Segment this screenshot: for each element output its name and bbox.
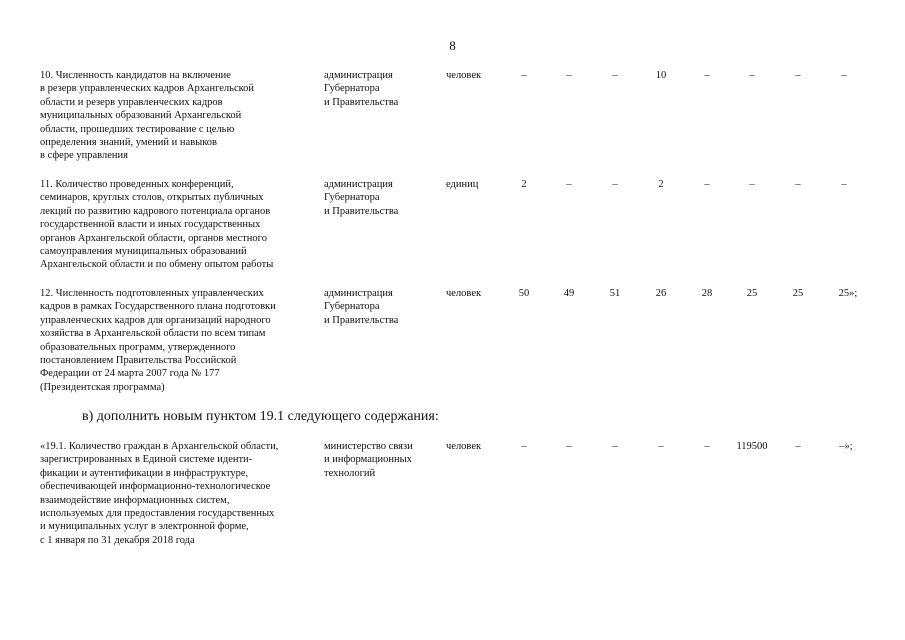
value-cell: –: [704, 179, 710, 190]
value-cell: –: [521, 70, 527, 81]
executor: администрация Губернатора и Правительства: [324, 288, 399, 326]
value-cell: –: [704, 441, 710, 452]
value-cell: 25: [746, 288, 758, 299]
value-cell: –: [795, 179, 801, 190]
value-cell: 25: [792, 288, 804, 299]
unit: человек: [446, 288, 482, 299]
value-cell: –»;: [839, 441, 853, 452]
value-cell: 49: [563, 288, 575, 299]
value-cell: 2: [658, 179, 664, 190]
unit: единиц: [446, 179, 479, 190]
value-cell: 28: [701, 288, 713, 299]
value-cell: –: [841, 179, 847, 190]
value-cell: –: [749, 70, 755, 81]
value-cell: –: [841, 70, 847, 81]
value-cell: –: [612, 179, 618, 190]
value-cell: 119500: [736, 441, 768, 452]
indicator-name: 10. Численность кандидатов на включение в резерв управленческих кадров Архангельской области и резерв управленческих кадров муниципальных образований Архангельской области, прошедших тестирование с целью определения знаний, умений и навыков в сфере управления: [40, 70, 255, 162]
value-cell: –: [749, 179, 755, 190]
unit: человек: [446, 441, 482, 452]
value-cell: 50: [518, 288, 530, 299]
value-cell: –: [566, 70, 572, 81]
indicator-name: «19.1. Количество граждан в Архангельской области, зарегистрированных в Единой системе иденти- фикации и аутентификации в инфраструктуре, обеспечивающей информационно-технологическое взаимодействие информационных систем, используемых для предоставления государственных и муниципальных услуг в электронной форме, с 1 января по 31 декабря 2018 года: [40, 441, 279, 546]
value-cell: –: [612, 70, 618, 81]
value-cell: –: [566, 179, 572, 190]
value-cell: –: [795, 70, 801, 81]
value-cell: –: [795, 441, 801, 452]
value-cell: –: [521, 441, 527, 452]
value-cell: –: [612, 441, 618, 452]
value-cell: –: [566, 441, 572, 452]
page-number: 8: [449, 38, 456, 53]
executor: министерство связи и информационных технологий: [324, 441, 413, 479]
value-cell: 2: [521, 179, 527, 190]
value-cell: 10: [655, 70, 667, 81]
value-cell: –: [704, 70, 710, 81]
value-cell: 25»;: [838, 288, 858, 299]
value-cell: 51: [609, 288, 621, 299]
executor: администрация Губернатора и Правительства: [324, 179, 399, 217]
amendment-clause: в) дополнить новым пунктом 19.1 следующего содержания:: [82, 409, 439, 424]
indicator-name: 12. Численность подготовленных управленческих кадров в рамках Государственного плана подготовки управленческих кадров для организаций народного хозяйства в Архангельской области по всем типам образовательных программ, утвержденного постановлением Правительства Российской Федерации от 24 марта 2007 года № 177 (Президентская программа): [40, 288, 276, 393]
indicator-name: 11. Количество проведенных конференций, семинаров, круглых столов, открытых публичных лекций по развитию кадрового потенциала органов государственной власти и иных государственных органов Архангельской области, органов местного самоуправления муниципальных образований Архангельской области и по обмену опытом работы: [40, 179, 274, 271]
unit: человек: [446, 70, 482, 81]
value-cell: –: [658, 441, 664, 452]
value-cell: 26: [655, 288, 667, 299]
executor: администрация Губернатора и Правительства: [324, 70, 399, 108]
